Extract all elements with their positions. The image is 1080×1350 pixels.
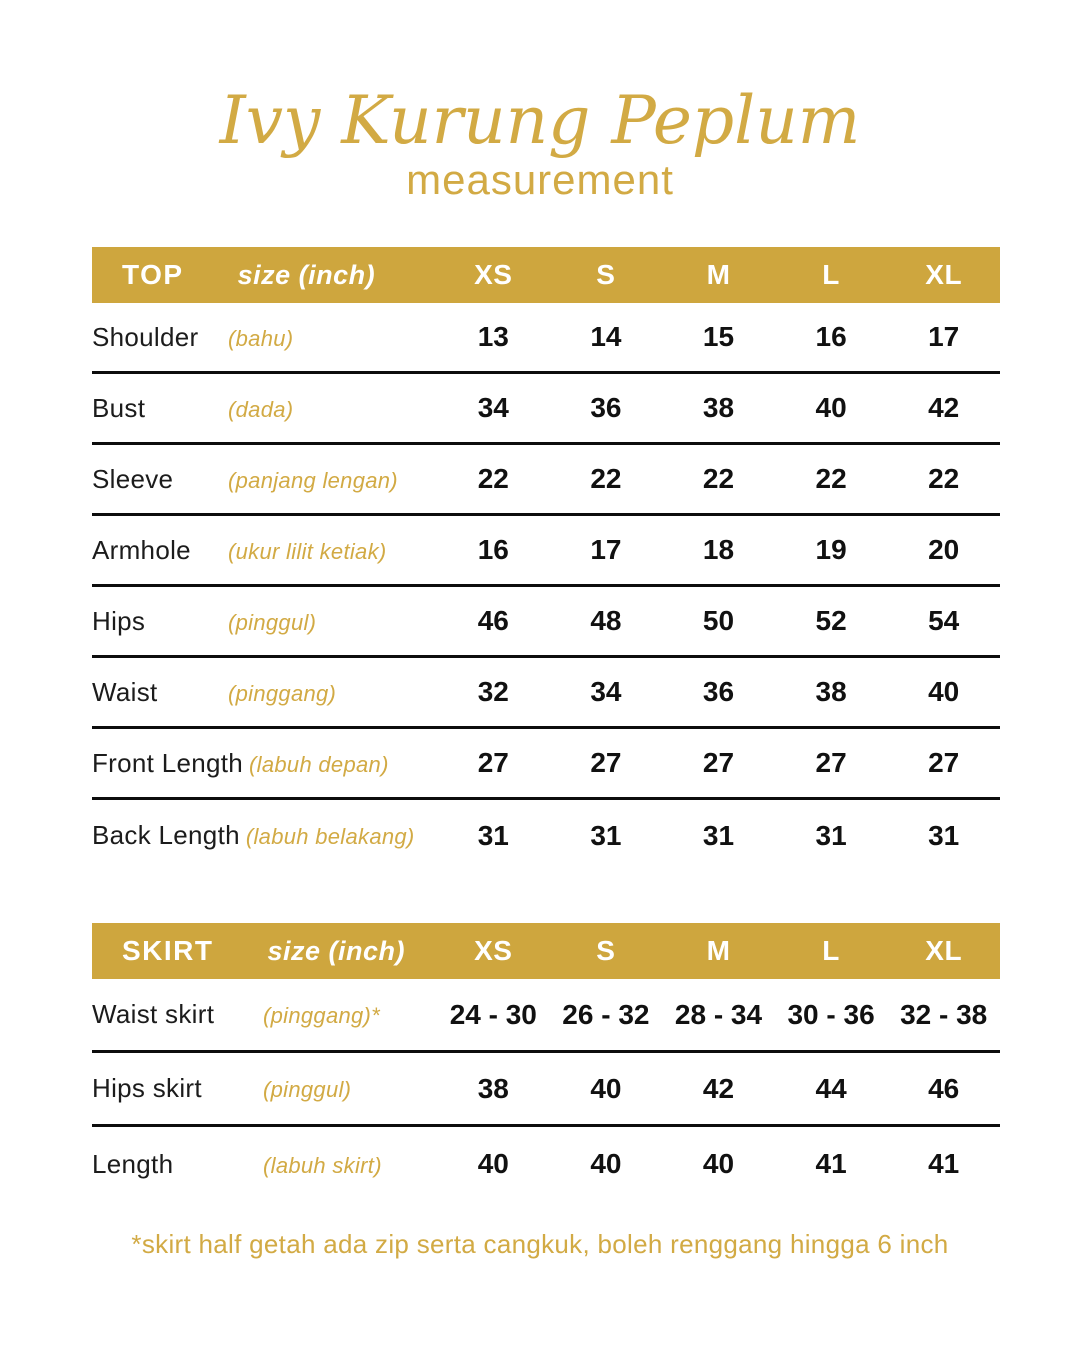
value-cell: 24 - 30 <box>449 998 537 1030</box>
row-values <box>437 999 1000 1031</box>
table-row-sleeve <box>92 445 1000 516</box>
size-column-xs: XS <box>474 935 513 967</box>
size-column-m: M <box>706 259 731 291</box>
value-cell: 52 <box>815 605 847 637</box>
table-row-hips <box>92 587 1000 658</box>
measure-label-malay: (labuh belakang) <box>245 824 415 850</box>
value-cell: 41 <box>815 1148 847 1180</box>
size-columns <box>437 935 1000 967</box>
measure-label-malay: (labuh depan) <box>249 751 389 777</box>
row-values <box>437 1073 1000 1105</box>
size-columns <box>437 259 1000 291</box>
value-cell: 26 - 32 <box>562 998 650 1030</box>
row-header <box>92 1073 437 1104</box>
table-row-shoulder <box>92 303 1000 374</box>
row-header <box>92 606 437 637</box>
row-header <box>92 322 437 353</box>
skirt-table-header <box>92 923 1000 979</box>
value-cell: 34 <box>477 392 509 424</box>
measure-label: Bust <box>92 392 146 423</box>
measure-label-malay: (panjang lengan) <box>228 467 398 493</box>
measure-label-malay: (pinggul) <box>228 609 317 635</box>
table-row-bust <box>92 374 1000 445</box>
value-cell: 27 <box>702 747 735 779</box>
size-column-xl: XL <box>925 935 963 967</box>
value-cell: 46 <box>477 605 509 637</box>
skirt-table-header-labels <box>92 935 437 967</box>
page-subtitle: measurement <box>406 156 674 204</box>
table-row-waist-skirt <box>92 979 1000 1053</box>
size-column-m: M <box>706 935 731 967</box>
value-cell: 50 <box>702 605 735 637</box>
row-header <box>92 999 437 1030</box>
value-cell: 38 <box>815 676 847 708</box>
value-cell: 14 <box>590 321 622 353</box>
value-cell: 34 <box>590 676 622 708</box>
value-cell: 40 <box>590 1072 622 1104</box>
measure-label: Back Length <box>92 820 240 851</box>
value-cell: 31 <box>928 819 960 851</box>
value-cell: 40 <box>928 676 960 708</box>
size-unit-label: size (inch) <box>237 259 376 290</box>
row-header <box>92 535 437 566</box>
measure-label: Waist <box>92 676 158 707</box>
value-cell: 16 <box>815 321 847 353</box>
value-cell: 27 <box>815 747 847 779</box>
value-cell: 31 <box>702 819 735 851</box>
table-row-armhole <box>92 516 1000 587</box>
table-name: SKIRT <box>122 935 214 967</box>
value-cell: 41 <box>928 1148 960 1180</box>
measure-label-malay: (bahu) <box>228 325 294 351</box>
row-header <box>92 748 437 779</box>
measure-label: Hips skirt <box>92 1073 202 1104</box>
value-cell: 17 <box>590 534 622 566</box>
value-cell: 32 <box>477 676 509 708</box>
value-cell: 22 <box>815 463 847 495</box>
size-column-xs: XS <box>474 259 513 291</box>
measure-label-malay: (dada) <box>228 396 294 422</box>
measure-label: Armhole <box>92 534 191 565</box>
value-cell: 54 <box>928 605 960 637</box>
value-cell: 16 <box>477 534 509 566</box>
skirt-footnote: *skirt half getah ada zip serta cangkuk, boleh renggang hingga 6 inch <box>131 1229 949 1260</box>
measure-label: Front Length <box>92 747 244 778</box>
measure-label-malay: (ukur lilit ketiak) <box>228 538 387 564</box>
table-row-skirt-length <box>92 1127 1000 1201</box>
value-cell: 15 <box>702 321 735 353</box>
value-cell: 48 <box>590 605 622 637</box>
value-cell: 38 <box>702 392 735 424</box>
size-column-s: S <box>596 259 616 291</box>
table-name: TOP <box>122 259 184 291</box>
value-cell: 30 - 36 <box>787 998 875 1030</box>
value-cell: 18 <box>702 534 735 566</box>
value-cell: 31 <box>477 819 509 851</box>
value-cell: 19 <box>815 534 847 566</box>
value-cell: 27 <box>928 747 960 779</box>
value-cell: 40 <box>702 1148 735 1180</box>
measure-label: Sleeve <box>92 463 174 494</box>
top-table-header <box>92 247 1000 303</box>
value-cell: 38 <box>477 1072 509 1104</box>
value-cell: 22 <box>477 463 509 495</box>
measure-label-malay: (pinggul) <box>263 1077 352 1103</box>
value-cell: 22 <box>928 463 960 495</box>
row-header <box>92 677 437 708</box>
row-values <box>437 676 1000 708</box>
row-values <box>437 747 1000 779</box>
value-cell: 20 <box>928 534 960 566</box>
value-cell: 28 - 34 <box>674 998 763 1030</box>
value-cell: 40 <box>815 392 847 424</box>
value-cell: 22 <box>702 463 735 495</box>
value-cell: 31 <box>815 819 847 851</box>
page-title: Ivy Kurung Peplum <box>219 82 861 159</box>
table-row-back-length <box>92 800 1000 871</box>
size-column-l: L <box>822 259 840 291</box>
row-header <box>92 464 437 495</box>
value-cell: 22 <box>590 463 622 495</box>
table-row-front-length <box>92 729 1000 800</box>
value-cell: 44 <box>815 1072 847 1104</box>
measure-label-malay: (pinggang) <box>228 680 337 706</box>
row-values <box>437 820 1000 852</box>
row-header <box>92 1149 437 1180</box>
row-values <box>437 1148 1000 1180</box>
measure-label-malay: (pinggang)* <box>263 1003 381 1029</box>
row-values <box>437 321 1000 353</box>
row-values <box>437 392 1000 424</box>
size-column-xl: XL <box>925 259 963 291</box>
size-unit-label: size (inch) <box>267 935 406 966</box>
row-header <box>92 820 437 851</box>
top-measurement-table <box>92 247 1000 871</box>
row-values <box>437 534 1000 566</box>
value-cell: 27 <box>590 747 622 779</box>
value-cell: 27 <box>477 747 509 779</box>
measure-label-malay: (labuh skirt) <box>263 1152 382 1178</box>
measure-label: Waist skirt <box>92 999 215 1030</box>
value-cell: 46 <box>928 1072 960 1104</box>
value-cell: 31 <box>590 819 622 851</box>
value-cell: 36 <box>590 392 622 424</box>
row-values <box>437 463 1000 495</box>
size-column-l: L <box>822 935 840 967</box>
value-cell: 36 <box>702 676 735 708</box>
measure-label: Shoulder <box>92 321 199 352</box>
value-cell: 40 <box>590 1148 622 1180</box>
value-cell: 42 <box>702 1072 735 1104</box>
size-column-s: S <box>596 935 616 967</box>
value-cell: 40 <box>477 1148 509 1180</box>
measure-label: Length <box>92 1148 174 1179</box>
value-cell: 42 <box>928 392 960 424</box>
measure-label: Hips <box>92 605 146 636</box>
row-header <box>92 393 437 424</box>
value-cell: 32 - 38 <box>900 998 988 1030</box>
row-values <box>437 605 1000 637</box>
skirt-measurement-table <box>92 923 1000 1201</box>
table-row-hips-skirt <box>92 1053 1000 1127</box>
table-row-waist <box>92 658 1000 729</box>
value-cell: 13 <box>477 321 509 353</box>
top-table-header-labels <box>92 259 437 291</box>
value-cell: 17 <box>928 321 960 353</box>
